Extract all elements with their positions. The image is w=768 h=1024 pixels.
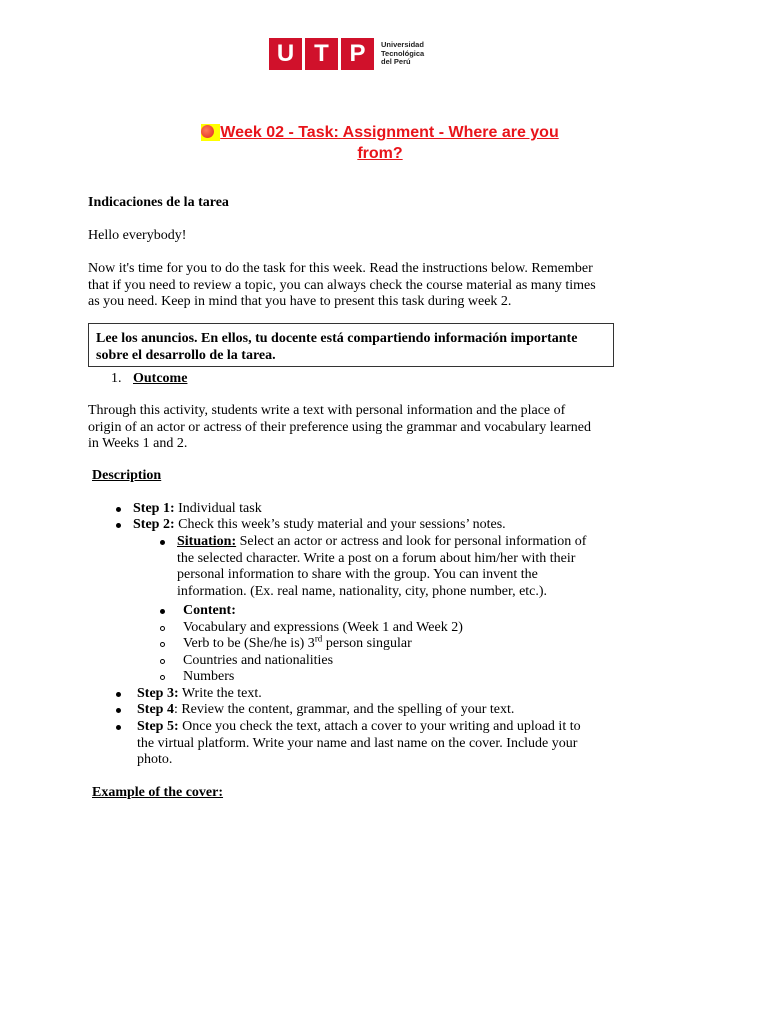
logo-letter-u: U [269, 38, 302, 70]
task-title-line-2: from? [357, 145, 403, 162]
content-label: Content: [183, 603, 236, 618]
red-ball-icon [201, 125, 214, 138]
circle-bullet-icon [160, 675, 165, 680]
outcome-number: 1. [111, 371, 122, 386]
bullet-icon [116, 692, 121, 697]
circle-bullet-icon [160, 626, 165, 631]
announcement-box [88, 323, 614, 367]
step-4: Step 4: Review the content, grammar, and the spelling of your text. [137, 702, 515, 717]
situation: Situation: Select an actor or actress and look for personal information of the selected character. Write a post on a forum about him/her with their personal information to share with the group. You can invent the information. (Ex. real name, nationality, city, phone number, etc.). [177, 534, 587, 599]
example-heading: Example of the cover: [92, 785, 224, 800]
utp-logo [269, 38, 424, 70]
step-1: Step 1: Individual task [133, 501, 262, 516]
bullet-icon [160, 540, 165, 545]
content-item: Countries and nationalities [183, 653, 334, 668]
content-item: Numbers [183, 669, 235, 684]
bullet-icon [116, 507, 121, 512]
logo-letter-t: T [305, 38, 338, 70]
intro-paragraph: Now it's time for you to do the task for this week. Read the instructions below. Remember that if you need to review a topic, you can always check the course material as many times as you need. Keep in mind that you have to present this task during week 2. [88, 261, 596, 310]
greeting: Hello everybody! [88, 228, 187, 243]
content-item: Vocabulary and expressions (Week 1 and Week 2) [183, 620, 463, 635]
step-5: Step 5: Once you check the text, attach a cover to your writing and upload it to the virtual platform. Write your name and last name on the cover. Include your photo. [137, 719, 581, 768]
content-item: Verb to be (She/he is) 3rd person singular [183, 633, 412, 651]
step-3: Step 3: Write the text. [137, 686, 262, 701]
bullet-icon [116, 708, 121, 713]
instructions-heading: Indicaciones de la tarea [88, 195, 229, 210]
bullet-icon [160, 609, 165, 614]
announcement-text: Lee los anuncios. En ellos, tu docente está compartiendo información importante sobre el desarrollo de la tarea. [96, 331, 578, 363]
bullet-icon [116, 725, 121, 730]
outcome-paragraph: Through this activity, students write a text with personal information and the place of origin of an actor or actress of their preference using the grammar and vocabulary learned in Weeks 1 and 2. [88, 403, 591, 452]
step-2: Step 2: Check this week’s study material and your sessions’ notes. [133, 517, 506, 532]
circle-bullet-icon [160, 659, 165, 664]
bullet-icon [116, 523, 121, 528]
description-heading: Description [92, 468, 162, 483]
outcome-heading: Outcome [133, 371, 188, 386]
circle-bullet-icon [160, 642, 165, 647]
logo-subtitle: Universidad Tecnológica del Perú [381, 40, 425, 67]
logo-letter-p: P [341, 38, 374, 70]
task-title-line-1: Week 02 - Task: Assignment - Where are you [150, 122, 610, 144]
